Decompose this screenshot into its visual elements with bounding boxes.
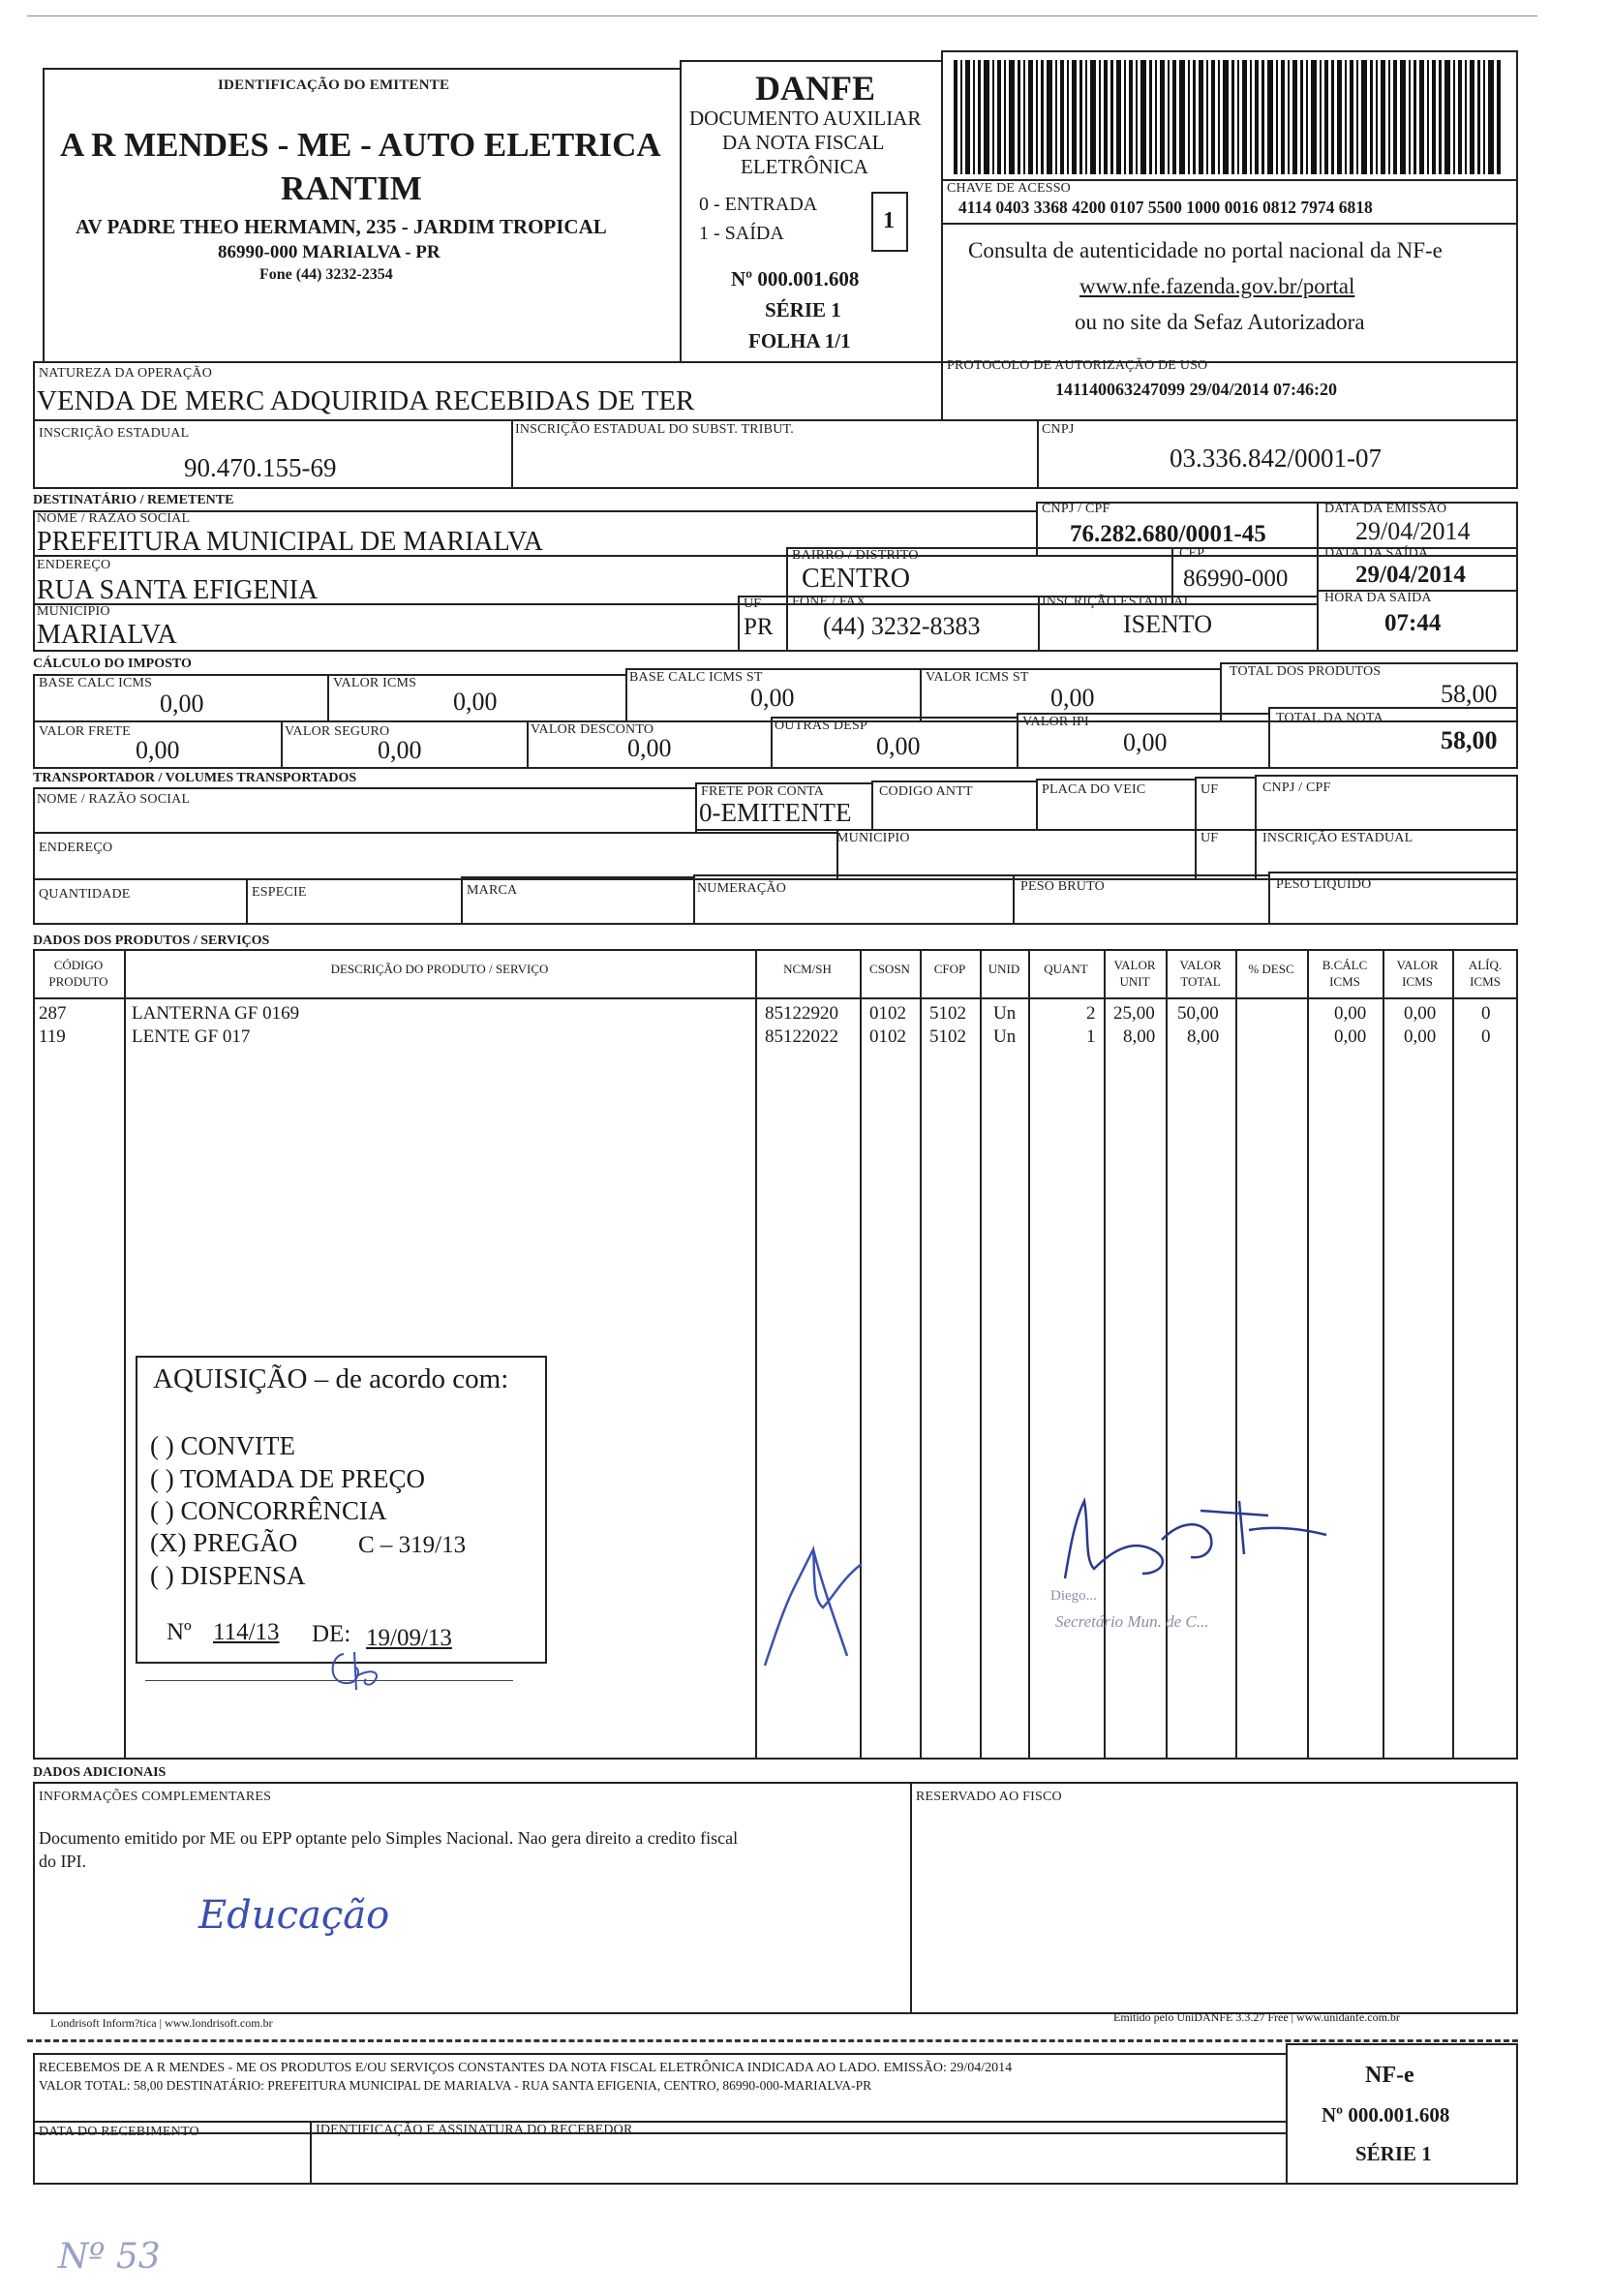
protocol-label: PROTOCOLO DE AUTORIZAÇÃO DE USO <box>947 358 1208 373</box>
access-key-label: CHAVE DE ACESSO <box>947 181 1071 196</box>
info-line1: Documento emitido por ME ou EPP optante pelo Simples Nacional. Nao gera direito a credito fiscal <box>39 1828 739 1848</box>
row1-bc: 0,00 <box>1334 1003 1367 1024</box>
col-line <box>1104 949 1106 1760</box>
row2-qty: 1 <box>1086 1026 1096 1047</box>
row2-cfop: 5102 <box>929 1026 966 1047</box>
stamp-opt-tomada: ( ) TOMADA DE PREÇO <box>150 1464 426 1493</box>
emitter-name-line1: A R MENDES - ME - AUTO ELETRICA <box>60 126 661 164</box>
stamp-num-value: 114/13 <box>213 1619 280 1645</box>
th-bc-line2: ICMS <box>1329 974 1360 989</box>
danfe-entrada: 0 - ENTRADA <box>699 194 818 215</box>
recipient-name-value: PREFEITURA MUNICIPAL DE MARIALVA <box>37 527 544 557</box>
info-box <box>33 1782 912 2014</box>
th-vicms-line2: ICMS <box>1402 974 1433 989</box>
recipient-cnpj-value: 76.282.680/0001-45 <box>1070 521 1266 547</box>
cut-line <box>27 2039 1518 2042</box>
base-icms-label: BASE CALC ICMS <box>39 676 153 690</box>
row1-csosn: 0102 <box>869 1003 906 1024</box>
transport-uf-label: UF <box>1201 782 1219 797</box>
access-consult2: ou no site da Sefaz Autorizadora <box>1075 310 1365 334</box>
total-value: 58,00 <box>1441 726 1498 754</box>
row1-vunit: 25,00 <box>1113 1003 1155 1024</box>
th-vicms-line1: VALOR <box>1396 958 1439 972</box>
th-vunit-line1: VALOR <box>1113 958 1156 972</box>
stamp-date-label: DE: <box>312 1621 351 1647</box>
products-section-label: DADOS DOS PRODUTOS / SERVIÇOS <box>33 934 270 948</box>
plate-label: PLACA DO VEIC <box>1042 782 1146 797</box>
th-aliq-line2: ICMS <box>1470 974 1501 989</box>
operation-label: NATUREZA DA OPERAÇÃO <box>39 366 213 381</box>
signature-2 <box>1046 1482 1336 1588</box>
footer-right: Emitido pelo UniDANFE 3.3.27 Free | www.unidanfe.com.br <box>1113 2010 1400 2024</box>
tax-section-label: CÁLCULO DO IMPOSTO <box>33 657 192 671</box>
stamp-opt-concorrencia: ( ) CONCORRÊNCIA <box>150 1496 387 1525</box>
row1-aliq: 0 <box>1481 1003 1491 1024</box>
row1-vtotal: 50,00 <box>1177 1003 1219 1024</box>
th-vtotal-line2: TOTAL <box>1180 974 1221 989</box>
access-consult1: Consulta de autenticidade no portal nacional da NF-e <box>968 238 1443 262</box>
danfe-subtitle2: DA NOTA FISCAL <box>722 131 885 154</box>
stamp-opt-pregao-ref: C – 319/13 <box>358 1532 467 1558</box>
th-vtotal <box>1166 957 1235 990</box>
cep-label: CEP <box>1179 546 1205 561</box>
signature-1 <box>755 1530 891 1675</box>
receipt-sign-label: IDENTIFICAÇÃO E ASSINATURA DO RECEBEDOR <box>316 2123 633 2137</box>
receipt-number: Nº 000.001.608 <box>1322 2103 1450 2127</box>
emitter-name-line2: RANTIM <box>281 169 422 207</box>
danfe-subtitle1: DOCUMENTO AUXILIAR <box>689 107 922 130</box>
row2-csosn: 0102 <box>869 1026 906 1047</box>
transport-freight-value: 0-EMITENTE <box>699 798 852 827</box>
th-aliq-line1: ALÍQ. <box>1468 958 1503 972</box>
net-label: PESO LIQUIDO <box>1276 877 1372 892</box>
district-label: BAIRRO / DISTRITO <box>792 548 919 563</box>
col-line <box>1383 949 1384 1760</box>
th-code-line2: PRODUTO <box>48 974 108 989</box>
recipient-ie-label: INSCRIÇÃO ESTADUAL <box>1042 595 1193 609</box>
danfe-title: DANFE <box>755 69 875 107</box>
ipi-value: 0,00 <box>1123 728 1168 756</box>
recipient-name-label: NOME / RAZÃO SOCIAL <box>37 511 191 526</box>
icms-st-label: VALOR ICMS ST <box>926 670 1029 685</box>
th-vtotal-line1: VALOR <box>1179 958 1222 972</box>
operation-value: VENDA DE MERC ADQUIRIDA RECEBIDAS DE TER <box>37 385 695 416</box>
ie-st-label: INSCRIÇÃO ESTADUAL DO SUBST. TRIBUT. <box>515 422 794 437</box>
phone-value: (44) 3232-8383 <box>823 612 981 640</box>
icms-label: VALOR ICMS <box>333 676 417 690</box>
total-products-label: TOTAL DOS PRODUTOS <box>1230 664 1382 679</box>
reserved-box <box>910 1782 1518 2014</box>
barcode <box>954 60 1505 174</box>
danfe-number: Nº 000.001.608 <box>731 267 860 291</box>
uf-label: UF <box>744 597 762 611</box>
exit-time-value: 07:44 <box>1384 610 1442 636</box>
transport-section-label: TRANSPORTADOR / VOLUMES TRANSPORTADOS <box>33 771 357 785</box>
recipient-address-label: ENDEREÇO <box>37 558 111 572</box>
recipient-section-label: DESTINATÁRIO / REMETENTE <box>33 493 234 507</box>
exit-date-label: DATA DA SAÍDA <box>1324 546 1429 561</box>
discount-label: VALOR DESCONTO <box>531 722 654 737</box>
icms-st-value: 0,00 <box>1050 684 1095 712</box>
th-ncm: NCM/SH <box>783 962 832 976</box>
emitter-city: 86990-000 MARIALVA - PR <box>218 242 441 262</box>
base-st-label: BASE CALC ICMS ST <box>629 670 763 685</box>
base-icms-value: 0,00 <box>160 689 204 718</box>
stamp-num-label: Nº <box>167 1619 192 1645</box>
row2-vtotal: 8,00 <box>1187 1026 1220 1047</box>
top-rule <box>27 15 1537 16</box>
total-label: TOTAL DA NOTA <box>1276 711 1383 725</box>
recipient-cnpj-label: CNPJ / CPF <box>1042 502 1110 516</box>
transport-uf2-label: UF <box>1201 831 1219 845</box>
recipient-city-label: MUNICÍPIO <box>37 604 110 619</box>
bottom-handwritten-note: Nº 53 <box>58 2237 161 2277</box>
stamp-opt-convite: ( ) CONVITE <box>150 1431 295 1460</box>
row1-code: 287 <box>39 1003 67 1024</box>
th-qty: QUANT <box>1044 962 1088 976</box>
emitter-address: AV PADRE THEO HERMAMN, 235 - JARDIM TROPICAL <box>76 215 607 238</box>
row1-desc: LANTERNA GF 0169 <box>132 1003 300 1024</box>
transport-name-label: NOME / RAZÃO SOCIAL <box>37 792 191 807</box>
brand-label: MARCA <box>467 883 518 898</box>
insurance-value: 0,00 <box>378 736 422 764</box>
freight-label: VALOR FRETE <box>39 724 131 739</box>
col-line <box>1028 949 1030 1760</box>
col-line <box>1307 949 1309 1760</box>
recipient-city-value: MARIALVA <box>37 620 177 650</box>
stamp-opt-dispensa: ( ) DISPENSA <box>150 1561 306 1590</box>
emitter-phone: Fone (44) 3232-2354 <box>259 266 393 283</box>
transport-freight-label: FRETE POR CONTA <box>701 784 825 799</box>
receipt-nfe: NF-e <box>1365 2063 1414 2088</box>
row1-qty: 2 <box>1086 1003 1096 1024</box>
stamp2-line1: Diego... <box>1050 1588 1097 1604</box>
th-unit: UNID <box>988 962 1020 976</box>
emission-label: DATA DA EMISSÃO <box>1324 502 1447 516</box>
transport-address-label: ENDEREÇO <box>39 841 113 855</box>
th-code <box>33 957 124 990</box>
th-aliq <box>1452 957 1518 990</box>
transport-ie-label: INSCRIÇÃO ESTADUAL <box>1262 831 1413 845</box>
exit-date-value: 29/04/2014 <box>1355 562 1466 588</box>
col-line <box>920 949 922 1760</box>
row1-vicms: 0,00 <box>1404 1003 1437 1024</box>
th-vicms <box>1383 957 1452 990</box>
footer-left: Londrisoft Inform?tica | www.londrisoft.com.br <box>50 2016 273 2030</box>
antt-label: CODIGO ANTT <box>879 784 973 799</box>
col-line <box>1452 949 1454 1760</box>
row2-ncm: 85122022 <box>765 1026 838 1047</box>
uf-value: PR <box>744 614 774 640</box>
ie-label: INSCRIÇÃO ESTADUAL <box>39 426 190 441</box>
danfe-saida: 1 - SAÍDA <box>699 223 784 244</box>
reserved-label: RESERVADO AO FISCO <box>916 1790 1062 1804</box>
col-line <box>124 949 126 1760</box>
species-label: ESPECIE <box>252 885 307 900</box>
th-bc-line1: B.CÁLC <box>1322 958 1368 972</box>
access-key: 4114 0403 3368 4200 0107 5500 1000 0016 0812 7974 6818 <box>958 198 1373 217</box>
ie-value: 90.470.155-69 <box>184 453 337 482</box>
gross-label: PESO BRUTO <box>1020 879 1105 894</box>
additional-section-label: DADOS ADICIONAIS <box>33 1765 167 1780</box>
icms-value: 0,00 <box>453 688 498 716</box>
discount-value: 0,00 <box>627 734 672 762</box>
row2-aliq: 0 <box>1481 1026 1491 1047</box>
cnpj-value: 03.336.842/0001-07 <box>1170 444 1382 473</box>
danfe-subtitle3: ELETRÔNICA <box>741 155 868 178</box>
row1-cfop: 5102 <box>929 1003 966 1024</box>
ipi-label: VALOR IPI <box>1022 715 1089 729</box>
col-line <box>1166 949 1168 1760</box>
th-csosn: CSOSN <box>869 962 910 976</box>
danfe-serie: SÉRIE 1 <box>765 298 841 321</box>
access-url[interactable]: www.nfe.fazenda.gov.br/portal <box>1079 274 1355 298</box>
transport-address-box <box>33 832 838 880</box>
receipt-date-label: DATA DO RECEBIMENTO <box>39 2125 199 2139</box>
th-desc: DESCRIÇÃO DO PRODUTO / SERVIÇO <box>330 962 549 976</box>
emitter-section-label: IDENTIFICAÇÃO DO EMITENTE <box>218 77 450 93</box>
receipt-serie: SÉRIE 1 <box>1355 2142 1432 2165</box>
total-products-value: 58,00 <box>1441 680 1498 708</box>
row2-unit: Un <box>993 1026 1017 1047</box>
th-disc: % DESC <box>1248 962 1294 976</box>
other-value: 0,00 <box>876 732 921 760</box>
stamp-initials-signature <box>319 1646 397 1695</box>
th-cfop: CFOP <box>933 962 966 976</box>
phone-label: FONE / FAX <box>792 595 866 609</box>
row2-vunit: 8,00 <box>1123 1026 1156 1047</box>
row1-ncm: 85122920 <box>765 1003 838 1024</box>
freight-value: 0,00 <box>136 736 180 764</box>
qty-label: QUANTIDADE <box>39 887 131 902</box>
base-st-value: 0,00 <box>750 684 795 712</box>
info-line2: do IPI. <box>39 1852 86 1871</box>
stamp-date-value: 19/09/13 <box>366 1625 452 1651</box>
row2-code: 119 <box>39 1026 66 1047</box>
cnpj-label: CNPJ <box>1042 422 1075 437</box>
other-label: OUTRAS DESP <box>775 719 867 733</box>
access-rule-2 <box>941 223 1518 225</box>
info-label: INFORMAÇÕES COMPLEMENTARES <box>39 1790 272 1804</box>
col-line <box>980 949 982 1760</box>
emission-value: 29/04/2014 <box>1355 517 1471 545</box>
numbering-label: NUMERAÇÃO <box>697 881 787 896</box>
row1-unit: Un <box>993 1003 1017 1024</box>
transport-city-label: MUNICIPIO <box>836 831 910 845</box>
products-header-rule <box>33 997 1518 999</box>
stamp-opt-pregao: (X) PREGÃO <box>150 1528 298 1557</box>
danfe-folha: FOLHA 1/1 <box>748 329 851 352</box>
exit-time-label: HORA DA SAÍDA <box>1324 591 1432 605</box>
th-bc <box>1307 957 1383 990</box>
stamp-title: AQUISIÇÃO – de acordo com: <box>153 1363 509 1394</box>
protocol-value: 141140063247099 29/04/2014 07:46:20 <box>1055 380 1337 399</box>
col-line <box>1235 949 1237 1760</box>
transport-cnpj-label: CNPJ / CPF <box>1262 781 1331 795</box>
receipt-line2: VALOR TOTAL: 58,00 DESTINATÁRIO: PREFEITURA MUNICIPAL DE MARIALVA - RUA SANTA EFIGENIA, CENTRO, 86990-000-MARIALVA-PR <box>39 2078 872 2093</box>
th-code-line1: CÓDIGO <box>53 958 104 972</box>
row2-desc: LENTE GF 017 <box>132 1026 251 1047</box>
receipt-line1: RECEBEMOS DE A R MENDES - ME OS PRODUTOS E/OU SERVIÇOS CONSTANTES DA NOTA FISCAL ELETRÔNICA INDICADA AO LADO. EMISSÃO: 29/04/2014 <box>39 2061 1013 2075</box>
insurance-label: VALOR SEGURO <box>285 724 390 739</box>
district-value: CENTRO <box>802 564 910 594</box>
stamp2-line2: Secretário Mun. de C... <box>1055 1612 1209 1631</box>
th-vunit <box>1104 957 1166 990</box>
cep-value: 86990-000 <box>1183 566 1289 592</box>
info-handwritten: Educação <box>198 1893 390 1938</box>
row2-bc: 0,00 <box>1334 1026 1367 1047</box>
recipient-address-value: RUA SANTA EFIGENIA <box>37 575 319 605</box>
danfe-type-value: 1 <box>883 208 895 233</box>
row2-vicms: 0,00 <box>1404 1026 1437 1047</box>
th-vunit-line2: UNIT <box>1119 974 1150 989</box>
recipient-ie-value: ISENTO <box>1123 610 1212 638</box>
